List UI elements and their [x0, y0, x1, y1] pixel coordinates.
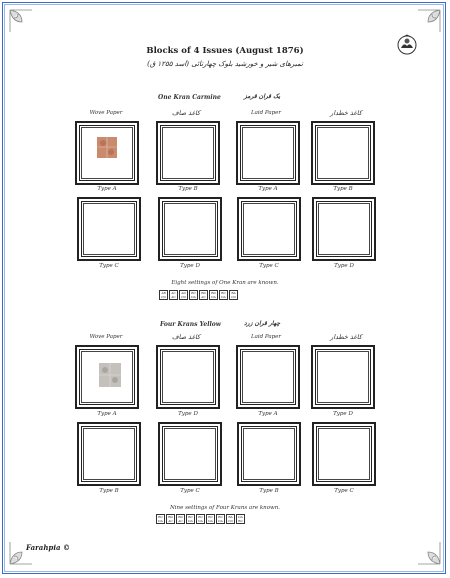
- type-label: Type D: [333, 411, 353, 417]
- type-label: Type D: [178, 411, 198, 417]
- column-header: Laid Paper: [250, 110, 282, 116]
- section-title: One Kran Carmine: [158, 94, 221, 101]
- setting-cell-text: AB: [161, 291, 166, 295]
- stamp-frame: [237, 197, 301, 261]
- stamp-block-image: [99, 363, 121, 387]
- setting-cell-text: BC: [188, 515, 193, 519]
- corner-ornament-icon: [8, 8, 34, 34]
- type-label: Type A: [97, 186, 117, 192]
- stamp-frame: [158, 197, 222, 261]
- setting-cell: [229, 290, 238, 300]
- setting-cell-text: AC: [201, 295, 206, 299]
- setting-cell-text: BD: [168, 515, 173, 519]
- setting-cell: [199, 290, 208, 300]
- type-label: Type C: [334, 488, 354, 494]
- settings-grid: [156, 514, 245, 524]
- setting-cell-text: DA: [191, 295, 196, 299]
- column-header-rtl: کاغذ صاف: [171, 333, 201, 341]
- setting-cell: [189, 290, 198, 300]
- stamp-frame: [156, 121, 220, 185]
- setting-cell-text: BD: [201, 291, 206, 295]
- setting-cell-text: BC: [238, 519, 243, 523]
- setting-cell-text: CD: [231, 295, 236, 299]
- setting-cell-text: AC: [171, 295, 176, 299]
- setting-cell: [159, 290, 168, 300]
- settings-grid: [159, 290, 238, 300]
- setting-cell-text: DA: [221, 295, 226, 299]
- setting-cell-text: DA: [188, 519, 193, 523]
- setting-cell-text: BA: [231, 291, 236, 295]
- setting-cell-text: CD: [161, 295, 166, 299]
- stamp-frame: [156, 345, 220, 409]
- setting-cell-text: DA: [158, 519, 163, 523]
- setting-cell: [216, 514, 225, 524]
- setting-cell: [169, 290, 178, 300]
- column-header: Wove Paper: [89, 334, 123, 340]
- stamp-frame: [311, 345, 375, 409]
- setting-cell-text: AD: [181, 291, 186, 295]
- type-label: Type C: [180, 488, 200, 494]
- page-border-inner: [4, 4, 444, 572]
- setting-cell-text: AC: [171, 291, 176, 295]
- corner-ornament-icon: [416, 540, 442, 566]
- setting-cell: [236, 514, 245, 524]
- setting-cell-text: DA: [238, 515, 243, 519]
- setting-cell-text: CD: [228, 519, 233, 523]
- type-label: Type C: [99, 263, 119, 269]
- column-header-rtl: کاغذ صاف: [171, 109, 201, 117]
- setting-cell-text: BC: [198, 515, 203, 519]
- setting-cell: [186, 514, 195, 524]
- setting-cell: [206, 514, 215, 524]
- type-label: Type A: [97, 411, 117, 417]
- stamp-frame: [312, 197, 376, 261]
- setting-cell-text: AC: [178, 519, 183, 523]
- stamp-frame: [236, 121, 300, 185]
- stamp-frame: [77, 197, 141, 261]
- stamp-frame: [311, 121, 375, 185]
- setting-cell-text: BC: [158, 515, 163, 519]
- setting-cell: [196, 514, 205, 524]
- setting-cell: [166, 514, 175, 524]
- stamp-frame: [237, 422, 301, 486]
- setting-cell-text: DA: [208, 519, 213, 523]
- setting-cell: [219, 290, 228, 300]
- settings-note: Eight settings of One Kran are known.: [171, 280, 279, 286]
- type-label: Type C: [259, 263, 279, 269]
- type-label: Type B: [259, 488, 279, 494]
- column-header-rtl: کاغذ خطدار: [330, 333, 362, 341]
- setting-cell-text: DA: [218, 519, 223, 523]
- setting-cell-text: BD: [178, 515, 183, 519]
- type-label: Type A: [258, 411, 278, 417]
- type-label: Type B: [99, 488, 119, 494]
- setting-cell: [209, 290, 218, 300]
- section-title-rtl: چهار قران زرد: [244, 320, 281, 327]
- stamp-frame: [236, 345, 300, 409]
- setting-cell-text: CD: [181, 295, 186, 299]
- column-header: Laid Paper: [250, 334, 282, 340]
- setting-cell-text: DA: [211, 295, 216, 299]
- corner-ornament-icon: [416, 8, 442, 34]
- type-label: Type A: [258, 186, 278, 192]
- page-subtitle: تمبرهای شیر و خورشید بلوک چهارتائی (اسد ۱۲۵۵ ق): [147, 60, 303, 68]
- setting-cell: [179, 290, 188, 300]
- type-label: Type D: [334, 263, 354, 269]
- section-title: Four Krans Yellow: [160, 321, 221, 328]
- column-header-rtl: کاغذ خطدار: [330, 109, 362, 117]
- setting-cell-text: BC: [208, 515, 213, 519]
- setting-cell-text: AC: [168, 519, 173, 523]
- page-title: Blocks of 4 Issues (August 1876): [146, 46, 304, 56]
- type-label: Type B: [178, 186, 198, 192]
- stamp-frame: [312, 422, 376, 486]
- stamp-frame: [77, 422, 141, 486]
- setting-cell-text: BC: [218, 515, 223, 519]
- setting-cell-text: DA: [198, 519, 203, 523]
- stamp-frame: [158, 422, 222, 486]
- settings-note: Nine settings of Four Krans are known.: [169, 505, 281, 511]
- setting-cell: [156, 514, 165, 524]
- setting-cell-text: BD: [211, 291, 216, 295]
- setting-cell-text: BA: [228, 515, 233, 519]
- type-label: Type B: [333, 186, 353, 192]
- setting-cell: [176, 514, 185, 524]
- type-label: Type D: [180, 263, 200, 269]
- setting-cell-text: BC: [191, 291, 196, 295]
- footer-signature: Farahpia ©: [26, 543, 70, 552]
- setting-cell-text: BC: [221, 291, 226, 295]
- stamp-block-image: [97, 137, 117, 158]
- section-title-rtl: یک قران قرمز: [244, 93, 281, 100]
- setting-cell: [226, 514, 235, 524]
- column-header: Wove Paper: [89, 110, 123, 116]
